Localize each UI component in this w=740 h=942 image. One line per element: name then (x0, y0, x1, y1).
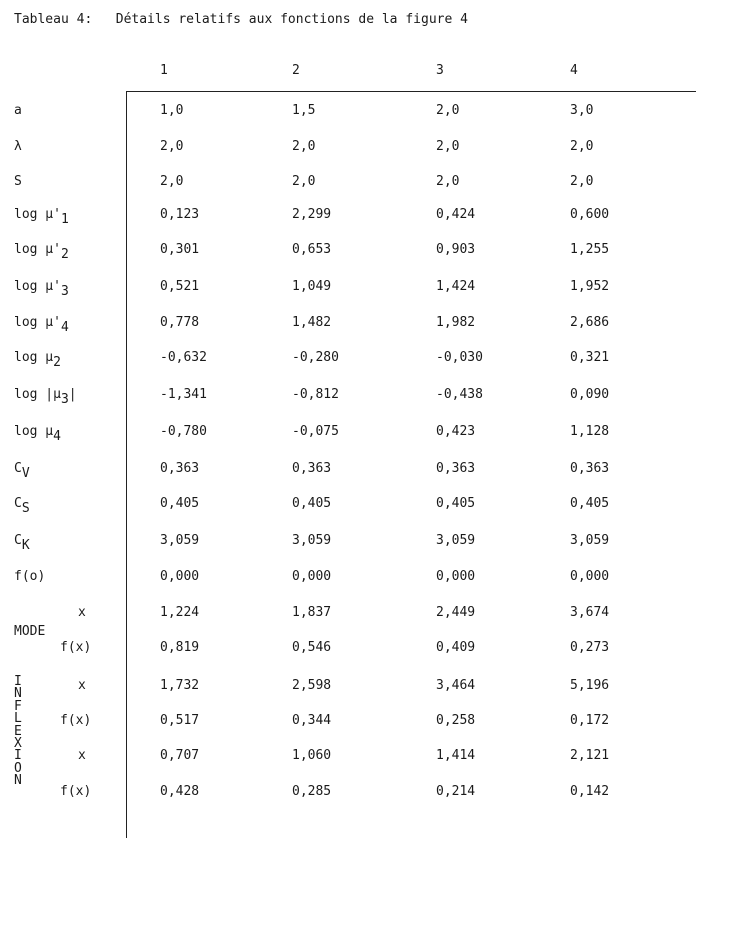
table-cell: 2,0 (570, 174, 594, 189)
table-cell: 1,5 (292, 103, 316, 118)
table-cell: 3,464 (436, 678, 476, 693)
table-cell: 0,363 (570, 461, 610, 476)
table-cell: 1,414 (436, 748, 476, 763)
table-cell: 0,653 (292, 242, 332, 257)
table-cell: 0,363 (436, 461, 476, 476)
table-cell: 0,000 (160, 569, 200, 584)
inflexion-letter: I (14, 674, 22, 689)
column-header-3: 3 (436, 63, 444, 78)
table-cell: 3,059 (292, 533, 332, 548)
table-cell: 0,405 (436, 496, 476, 511)
table-cell: 1,952 (570, 279, 610, 294)
inflexion-letter: X (14, 736, 22, 752)
row-label: $\log \mu'_3$ (14, 279, 69, 299)
table-cell: 0,273 (570, 640, 610, 655)
table-cell: 0,778 (160, 315, 200, 330)
row-label: $C_S$ (14, 496, 30, 516)
inflexion-letter: N (14, 686, 22, 702)
table-cell: 0,521 (160, 279, 200, 294)
table-cell: 1,060 (292, 748, 332, 763)
table-cell: 0,142 (570, 784, 610, 799)
table-cell: 2,449 (436, 605, 476, 620)
table-cell: 2,0 (292, 139, 316, 154)
table-cell: 0,546 (292, 640, 332, 655)
table-cell: -0,812 (292, 387, 339, 402)
table-cell: 0,258 (436, 713, 476, 728)
column-header-4: 4 (570, 63, 578, 78)
table-cell: 2,0 (160, 139, 184, 154)
row-label: $C_K$ (14, 533, 30, 553)
mode-sublabel: x (78, 605, 86, 620)
table-cell: -0,030 (436, 350, 483, 365)
table-cell: 0,363 (160, 461, 200, 476)
table-cell: 5,196 (570, 678, 610, 693)
table-cell: -0,438 (436, 387, 483, 402)
table-caption: Tableau 4: Détails relatifs aux fonctions de la figure 4 (14, 12, 468, 27)
table-cell: 0,423 (436, 424, 476, 439)
row-label: λ (14, 139, 22, 154)
table-cell: 0,285 (292, 784, 332, 799)
table-cell: 0,428 (160, 784, 200, 799)
table-cell: 0,363 (292, 461, 332, 476)
row-label: f(o) (14, 569, 46, 584)
table-cell: 1,255 (570, 242, 610, 257)
row-label: $\log \mu_2$ (14, 350, 61, 370)
table-cell: 0,405 (160, 496, 200, 511)
row-label: $C_V$ (14, 461, 30, 481)
table-cell: 0,707 (160, 748, 200, 763)
mode-label: MODE (14, 624, 46, 639)
column-header-1: 1 (160, 63, 168, 78)
header-rule (126, 91, 696, 92)
table-cell: 0,000 (436, 569, 476, 584)
table-cell: 3,059 (570, 533, 610, 548)
table-cell: 2,0 (160, 174, 184, 189)
row-label: $\log \mu'_4$ (14, 315, 69, 335)
table-cell: 1,982 (436, 315, 476, 330)
row-label: $\log \mu_4$ (14, 424, 61, 444)
table-cell: 1,224 (160, 605, 200, 620)
table-cell: 0,517 (160, 713, 200, 728)
table-cell: 1,837 (292, 605, 332, 620)
row-label: $\log \mu'_2$ (14, 242, 69, 262)
table-cell: 0,172 (570, 713, 610, 728)
table-cell: 0,600 (570, 207, 610, 222)
inflexion-sublabel: x (78, 678, 86, 693)
table-cell: 1,732 (160, 678, 200, 693)
table-cell: 2,598 (292, 678, 332, 693)
row-label: S (14, 174, 22, 189)
table-cell: 0,344 (292, 713, 332, 728)
table-cell: 0,090 (570, 387, 610, 402)
table-cell: 1,049 (292, 279, 332, 294)
row-label: $\log \mu'_1$ (14, 207, 69, 227)
table-cell: 2,121 (570, 748, 610, 763)
table-cell: 2,0 (292, 174, 316, 189)
table-cell: 0,819 (160, 640, 200, 655)
table-cell: -0,632 (160, 350, 207, 365)
table-cell: 2,0 (436, 103, 460, 118)
table-cell: 0,321 (570, 350, 610, 365)
table-cell: 3,674 (570, 605, 610, 620)
inflexion-letter: L (14, 711, 22, 727)
table-cell: 2,0 (436, 174, 460, 189)
table-cell: 2,299 (292, 207, 332, 222)
table-cell: 0,405 (292, 496, 332, 511)
inflexion-sublabel: x (78, 748, 86, 763)
row-label: $\log |\mu_3|$ (14, 387, 77, 407)
table-cell: 3,059 (436, 533, 476, 548)
inflexion-sublabel: f(x) (60, 784, 92, 799)
table-cell: -0,280 (292, 350, 339, 365)
inflexion-letter: E (14, 723, 22, 739)
inflexion-sublabel: f(x) (60, 713, 92, 728)
inflexion-label (14, 676, 26, 788)
table-cell: 2,0 (436, 139, 460, 154)
column-header-2: 2 (292, 63, 300, 78)
inflexion-letter: F (14, 698, 22, 714)
inflexion-letter: O (14, 760, 22, 776)
inflexion-letter: I (14, 748, 22, 764)
mode-sublabel: f(x) (60, 640, 92, 655)
table-cell: 0,903 (436, 242, 476, 257)
table-cell: 0,301 (160, 242, 200, 257)
table-cell: 0,424 (436, 207, 476, 222)
table-cell: 0,000 (570, 569, 610, 584)
table-cell: 1,424 (436, 279, 476, 294)
table-cell: 2,686 (570, 315, 610, 330)
table-cell: 0,409 (436, 640, 476, 655)
label-column-rule (126, 91, 127, 838)
table-cell: 0,214 (436, 784, 476, 799)
table-cell: 1,0 (160, 103, 184, 118)
table-cell: -0,075 (292, 424, 339, 439)
table-cell: 1,482 (292, 315, 332, 330)
table-cell: 0,405 (570, 496, 610, 511)
table-cell: 3,059 (160, 533, 200, 548)
table-cell: 3,0 (570, 103, 594, 118)
table-cell: 0,000 (292, 569, 332, 584)
table-cell: 0,123 (160, 207, 200, 222)
row-label: a (14, 103, 22, 118)
table-cell: 1,128 (570, 424, 610, 439)
table-cell: 2,0 (570, 139, 594, 154)
inflexion-letter: N (14, 773, 22, 789)
table-cell: -1,341 (160, 387, 207, 402)
table-cell: -0,780 (160, 424, 207, 439)
